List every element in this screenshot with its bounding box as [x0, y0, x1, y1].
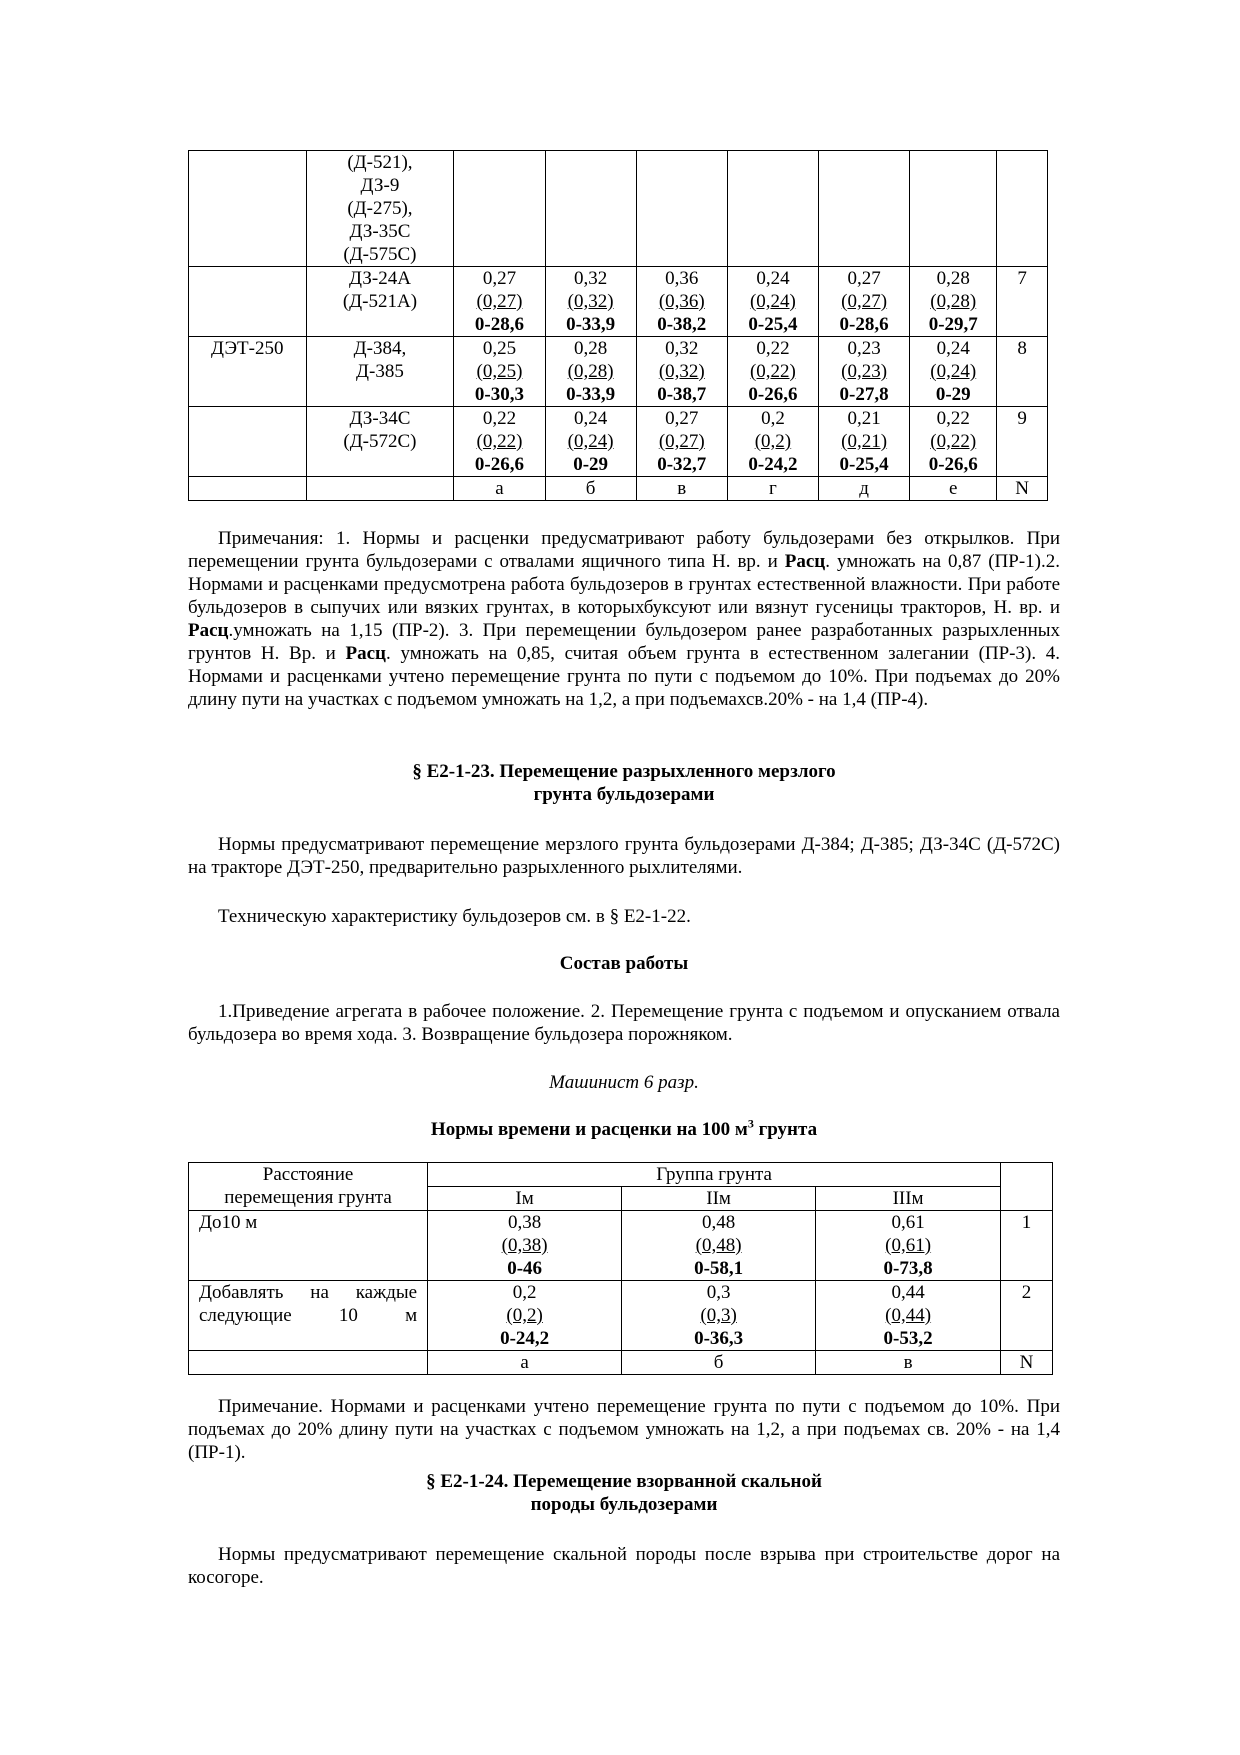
footer-cell: в	[636, 477, 727, 501]
norm-time-alt: (0,38)	[501, 1235, 548, 1256]
header-subgroup: IIIм	[816, 1187, 1001, 1211]
model-line: (Д-521),	[347, 152, 413, 173]
section-heading-line: § Е2-1-24. Перемещение взорванной скальной	[426, 1471, 822, 1492]
value-cell	[636, 151, 727, 267]
value-cell	[545, 407, 636, 477]
norm-time: 0,44	[891, 1282, 925, 1303]
distance-cell: До10 м	[189, 1211, 428, 1281]
norm-time-alt: (0,2)	[754, 431, 792, 452]
model-cell	[306, 407, 454, 477]
footer-cell: в	[816, 1351, 1001, 1375]
model-cell	[306, 151, 454, 267]
value-cell	[727, 407, 818, 477]
norm-time-alt: (0,28)	[567, 361, 614, 382]
norms-title: Нормы времени и расценки на 100 $м^3$ грунта	[430, 1116, 818, 1140]
rate: 0-58,1	[694, 1258, 744, 1279]
norm-time-alt: (0,27)	[841, 291, 888, 312]
value-cell	[454, 267, 545, 337]
norm-time: 0,22	[482, 408, 517, 429]
paragraph-norms-frozen: Нормы предусматривают перемещение мерзлого грунта бульдозерами Д-384; Д-385; ДЗ-34С (Д-572С) на тракторе ДЭТ-250, предварительно разрыхленного рыхлителями.	[188, 834, 1060, 878]
norm-time: 0,3	[706, 1282, 731, 1303]
table-row	[189, 1281, 1053, 1351]
norm-time-alt: (0,32)	[658, 361, 705, 382]
rate: 0-28,6	[839, 314, 889, 335]
norm-time-alt: (0,2)	[506, 1305, 543, 1326]
section-heading-line: § Е2-1-23. Перемещение разрыхленного мерзлого	[412, 761, 836, 782]
table-row	[189, 267, 1048, 337]
rate: 0-38,2	[657, 314, 707, 335]
value-cell	[816, 1281, 1001, 1351]
norm-time: 0,27	[482, 268, 517, 289]
header-subgroup: Iм	[428, 1187, 622, 1211]
footer-cell: N	[1001, 1351, 1053, 1375]
machine-cell	[189, 267, 307, 337]
rate: 0-33,9	[566, 314, 616, 335]
footer-cell: а	[454, 477, 545, 501]
value-cell	[454, 151, 545, 267]
footer-cell: е	[910, 477, 997, 501]
norm-time: 0,28	[936, 268, 970, 289]
rate: 0-24,2	[748, 454, 798, 475]
footer-cell	[306, 477, 454, 501]
norm-time-alt: (0,24)	[930, 361, 977, 382]
model-line: (Д-275),	[347, 198, 413, 219]
norm-time-alt: (0,24)	[567, 431, 614, 452]
norm-time-alt: (0,23)	[841, 361, 888, 382]
distance-cell: Добавлять на каждые следующие 10 м	[189, 1281, 428, 1351]
table-row	[189, 407, 1048, 477]
value-cell	[545, 337, 636, 407]
norm-time-alt: (0,32)	[567, 291, 614, 312]
machine-cell	[189, 407, 307, 477]
value-cell	[819, 337, 910, 407]
norm-time: 0,22	[756, 338, 790, 359]
norm-time-alt: (0,24)	[749, 291, 796, 312]
model-line: (Д-521А)	[342, 291, 418, 312]
norm-time: 0,24	[756, 268, 790, 289]
rate: 0-33,9	[566, 384, 616, 405]
header-distance	[189, 1163, 428, 1211]
value-cell	[819, 407, 910, 477]
norm-time-alt: (0,3)	[700, 1305, 737, 1326]
work-composition-heading: Состав работы	[559, 953, 689, 974]
operator-grade: Машинист 6 разр.	[549, 1072, 699, 1093]
model-line: (Д-575С)	[343, 244, 417, 265]
norm-time: 0,27	[665, 408, 699, 429]
value-cell	[727, 267, 818, 337]
model-line: Д-385	[356, 361, 404, 382]
rate: 0-28,6	[474, 314, 524, 335]
norm-time: 0,61	[891, 1212, 925, 1233]
norm-time: 0,32	[574, 268, 608, 289]
footer-cell: г	[727, 477, 818, 501]
footer-cell: д	[819, 477, 910, 501]
rate: 0-30,3	[474, 384, 524, 405]
notes-2: Примечание. Нормами и расценками учтено перемещение грунта по пути с подъемом до 10%. При подъемах до 20% длину пути на участках с подъемом умножать на 1,2, а при подъемах св. 20% - на 1,4 (ПР-1).	[188, 1396, 1060, 1463]
rate: 0-25,4	[748, 314, 798, 335]
rate: 0-46	[507, 1258, 543, 1279]
norm-time-alt: (0,27)	[658, 431, 705, 452]
rate: 0-26,6	[748, 384, 798, 405]
value-cell	[636, 267, 727, 337]
footer-cell	[189, 1351, 428, 1375]
model-cell	[306, 267, 454, 337]
rate: 0-26,6	[474, 454, 524, 475]
header-line: Расстояние	[262, 1164, 354, 1185]
row-number	[997, 151, 1048, 267]
footer-cell: б	[545, 477, 636, 501]
norm-time: 0,24	[574, 408, 608, 429]
model-line: ДЗ-24А	[348, 268, 411, 289]
value-cell	[636, 407, 727, 477]
rate: 0-29,7	[928, 314, 978, 335]
header-line: перемещения грунта	[224, 1187, 392, 1208]
header-row	[189, 1163, 1053, 1187]
footer-cell: б	[622, 1351, 816, 1375]
machine-cell	[189, 151, 307, 267]
table-row	[189, 337, 1048, 407]
header-group: Группа грунта	[428, 1163, 1001, 1187]
norm-time: 0,22	[936, 408, 970, 429]
table-row	[189, 151, 1048, 267]
norm-time-alt: (0,22)	[476, 431, 523, 452]
norm-time: 0,36	[665, 268, 699, 289]
rate: 0-38,7	[657, 384, 707, 405]
value-cell	[819, 267, 910, 337]
norm-time-alt: (0,22)	[749, 361, 796, 382]
norm-time-alt: (0,21)	[841, 431, 888, 452]
value-cell	[910, 267, 997, 337]
value-cell	[622, 1211, 816, 1281]
model-line: ДЗ-9	[360, 175, 400, 196]
rate: 0-53,2	[883, 1328, 933, 1349]
norm-time: 0,48	[701, 1212, 736, 1233]
row-number: 9	[997, 407, 1048, 477]
value-cell	[545, 151, 636, 267]
row-number: 1	[1001, 1211, 1053, 1281]
norm-time-alt: (0,22)	[930, 431, 977, 452]
paragraph-rock: Нормы предусматривают перемещение скальной породы после взрыва при строительстве дорог на косогоре.	[188, 1544, 1060, 1588]
norms-table-1	[188, 150, 1048, 501]
footer-cell: N	[997, 477, 1048, 501]
value-cell	[727, 151, 818, 267]
rate: 0-32,7	[657, 454, 707, 475]
norm-time: 0,32	[665, 338, 699, 359]
value-cell	[910, 151, 997, 267]
norm-time: 0,24	[936, 338, 970, 359]
table-footer-row	[189, 477, 1048, 501]
norms-table-2-body	[189, 1163, 1053, 1375]
norm-time: 0,2	[761, 408, 785, 429]
norm-time-alt: (0,61)	[885, 1235, 932, 1256]
value-cell	[428, 1281, 622, 1351]
value-cell	[428, 1211, 622, 1281]
value-cell	[636, 337, 727, 407]
norm-time-alt: (0,25)	[476, 361, 523, 382]
header-n	[1001, 1163, 1053, 1211]
section-heading-e2-1-24	[188, 1470, 1060, 1516]
row-number: 8	[997, 337, 1048, 407]
rate: 0-24,2	[500, 1328, 550, 1349]
norm-time-alt: (0,48)	[695, 1235, 742, 1256]
model-cell	[306, 337, 454, 407]
norm-time: 0,23	[847, 338, 881, 359]
rate: 0-25,4	[839, 454, 889, 475]
section-heading-e2-1-23	[188, 760, 1060, 806]
footer-cell	[189, 477, 307, 501]
section-heading-line: породы бульдозерами	[530, 1494, 718, 1515]
norm-time: 0,2	[512, 1282, 537, 1303]
header-subgroup: IIм	[622, 1187, 816, 1211]
value-cell	[545, 267, 636, 337]
rate: 0-26,6	[928, 454, 978, 475]
model-line: (Д-572С)	[343, 431, 417, 452]
norm-time: 0,27	[847, 268, 881, 289]
value-cell	[454, 337, 545, 407]
notes-1: Примечания: 1. Нормы и расценки предусматривают работу бульдозерами без открылков. При перемещении грунта бульдозерами с отвалами ящичного типа Н. вр. и Расц. умножать на 0,87 (ПР-1).2. Нормами и расценками предусмотрена работа бульдозеров в грунтах естественной влажности. При работе бульдозеров в сыпучих или вязких грунтах, в которыхбуксуют или вязнут гусеницы тракторов, Н. вр. и Расц.умножать на 1,15 (ПР-2). 3. При перемещении бульдозером ранее разработанных разрыхленных грунтов Н. Вр. и Расц. умножать на 0,85, считая объем грунта в естественном залегании (ПР-3). 4. Нормами и расценками учтено перемещение грунта по пути с подъемом до 10%. При подъемах до 20% длину пути на участках с подъемом умножать на 1,2, а при подъемахсв.20% - на 1,4 (ПР-4).	[188, 528, 1061, 710]
norm-time: 0,21	[847, 408, 881, 429]
value-cell	[454, 407, 545, 477]
norm-time: 0,38	[507, 1212, 542, 1233]
rate: 0-36,3	[694, 1328, 744, 1349]
norm-time: 0,25	[482, 338, 517, 359]
value-cell	[910, 407, 997, 477]
norm-time-alt: (0,36)	[658, 291, 705, 312]
value-cell	[910, 337, 997, 407]
paragraph-tech-ref: Техническую характеристику бульдозеров см. в § Е2-1-22.	[218, 906, 691, 927]
footer-cell: а	[428, 1351, 622, 1375]
value-cell	[622, 1281, 816, 1351]
machine-label: ДЭТ-250	[211, 338, 284, 359]
table-row	[189, 1211, 1053, 1281]
rate: 0-73,8	[883, 1258, 933, 1279]
norm-time-alt: (0,44)	[885, 1305, 932, 1326]
table-footer-row	[189, 1351, 1053, 1375]
model-line: Д-384,	[353, 338, 407, 359]
rate: 0-29	[935, 384, 971, 405]
machine-cell	[189, 337, 307, 407]
norms-table-1-body	[189, 151, 1048, 501]
section-heading-line: грунта бульдозерами	[533, 784, 715, 805]
norm-time: 0,28	[574, 338, 608, 359]
model-line: ДЗ-35С	[349, 221, 411, 242]
value-cell	[727, 337, 818, 407]
row-number: 2	[1001, 1281, 1053, 1351]
row-number: 7	[997, 267, 1048, 337]
model-line: ДЗ-34С	[349, 408, 411, 429]
value-cell	[819, 151, 910, 267]
rate: 0-27,8	[839, 384, 889, 405]
value-cell	[816, 1211, 1001, 1281]
norm-time-alt: (0,28)	[930, 291, 977, 312]
norms-table-2	[188, 1162, 1053, 1375]
norm-time-alt: (0,27)	[476, 291, 523, 312]
rate: 0-29	[573, 454, 609, 475]
paragraph-work-steps: 1.Приведение агрегата в рабочее положение. 2. Перемещение грунта с подъемом и опусканием отвала бульдозера во время хода. 3. Возвращение бульдозера порожняком.	[188, 1001, 1060, 1045]
